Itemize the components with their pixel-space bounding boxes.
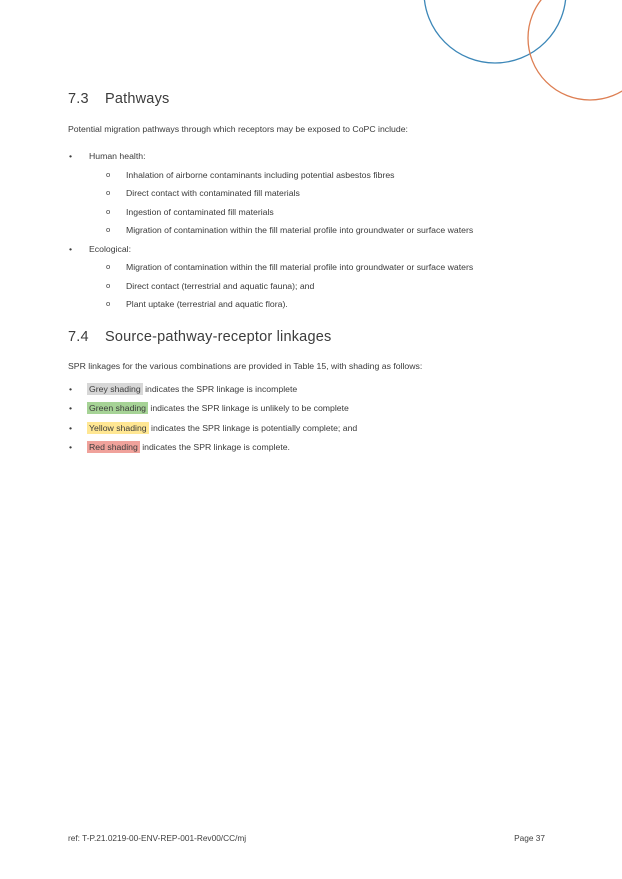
sub-bullet-text: Direct contact with contaminated fill materials <box>126 188 300 198</box>
legend-description: indicates the SPR linkage is incomplete <box>142 383 298 394</box>
yellow-shading-highlight: Yellow shading <box>89 422 147 433</box>
grey-shading-highlight: Grey shading <box>89 383 141 394</box>
section-title: Pathways <box>105 91 170 107</box>
sub-list <box>105 262 564 310</box>
section-number: 7.4 <box>68 328 89 345</box>
bullet-row <box>68 151 564 162</box>
sub-bullet-text: Plant uptake (terrestrial and aquatic flora). <box>126 299 288 309</box>
section-heading <box>68 318 564 346</box>
green-shading-highlight: Green shading <box>89 403 146 413</box>
legend-item-grey <box>68 384 564 395</box>
sub-list-item <box>105 188 564 199</box>
legend-description: indicates the SPR linkage is complete. <box>139 442 290 452</box>
list-item <box>68 244 564 310</box>
section-number: 7.3 <box>68 91 89 107</box>
footer-page-number: Page 37 <box>514 833 545 843</box>
section-heading <box>68 0 564 108</box>
circle-bullet-icon: o <box>106 262 111 271</box>
sub-bullet-text: Direct contact (terrestrial and aquatic fauna); and <box>126 280 315 291</box>
sub-bullet-text: Migration of contamination within the fill material profile into groundwater or surface waters <box>126 262 474 272</box>
legend-text <box>89 423 357 434</box>
bullet-row <box>68 244 564 255</box>
circle-bullet-icon: o <box>106 225 111 234</box>
page-footer <box>68 833 545 843</box>
red-shading-highlight: Red shading <box>89 442 138 452</box>
section-pathways <box>68 0 564 310</box>
legend-description: indicates the SPR linkage is unlikely to be complete <box>148 403 349 413</box>
sub-list-item <box>105 299 564 310</box>
sub-bullet-text: Inhalation of airborne contaminants including potential asbestos fibres <box>126 169 395 180</box>
list-item <box>68 151 564 236</box>
sub-bullet-text: Migration of contamination within the fill material profile into groundwater or surface waters <box>126 225 474 235</box>
sub-list-item <box>105 281 564 292</box>
legend-text <box>89 442 290 453</box>
section-spr-linkages <box>68 318 564 453</box>
bullet-icon: • <box>69 243 73 254</box>
sub-list-item <box>105 262 564 273</box>
bullet-label: Ecological: <box>89 243 132 254</box>
legend-text <box>89 384 297 395</box>
circle-bullet-icon: o <box>106 206 111 216</box>
bullet-icon: • <box>69 403 73 413</box>
section-intro: Potential migration pathways through which receptors may be exposed to CoPC include: <box>68 123 408 134</box>
section-intro: SPR linkages for the various combinations are provided in Table 15, with shading as follows: <box>68 361 423 371</box>
bullet-icon: • <box>69 422 73 433</box>
circle-bullet-icon: o <box>106 299 111 308</box>
legend-item-yellow <box>68 423 564 434</box>
bullet-icon: • <box>69 151 73 161</box>
pathways-list <box>68 151 564 310</box>
legend-description: indicates the SPR linkage is potentially complete; and <box>148 422 358 433</box>
circle-bullet-icon: o <box>106 280 111 290</box>
circle-bullet-icon: o <box>106 188 111 197</box>
page-content <box>68 0 564 462</box>
sub-list <box>105 170 564 236</box>
section-title: Source-pathway-receptor linkages <box>105 328 332 345</box>
legend-item-red <box>68 442 564 453</box>
bullet-label: Human health: <box>89 151 146 161</box>
shading-legend-list <box>68 384 564 453</box>
legend-item-green <box>68 403 564 414</box>
bullet-icon: • <box>69 442 73 452</box>
sub-bullet-text: Ingestion of contaminated fill materials <box>126 206 274 217</box>
sub-list-item <box>105 207 564 218</box>
footer-document-ref: ref: T-P.21.0219-00-ENV-REP-001-Rev00/CC/mj <box>68 833 247 843</box>
bullet-icon: • <box>69 383 73 394</box>
sub-list-item <box>105 170 564 181</box>
sub-list-item <box>105 225 564 236</box>
legend-text <box>89 403 349 414</box>
circle-bullet-icon: o <box>106 169 111 179</box>
